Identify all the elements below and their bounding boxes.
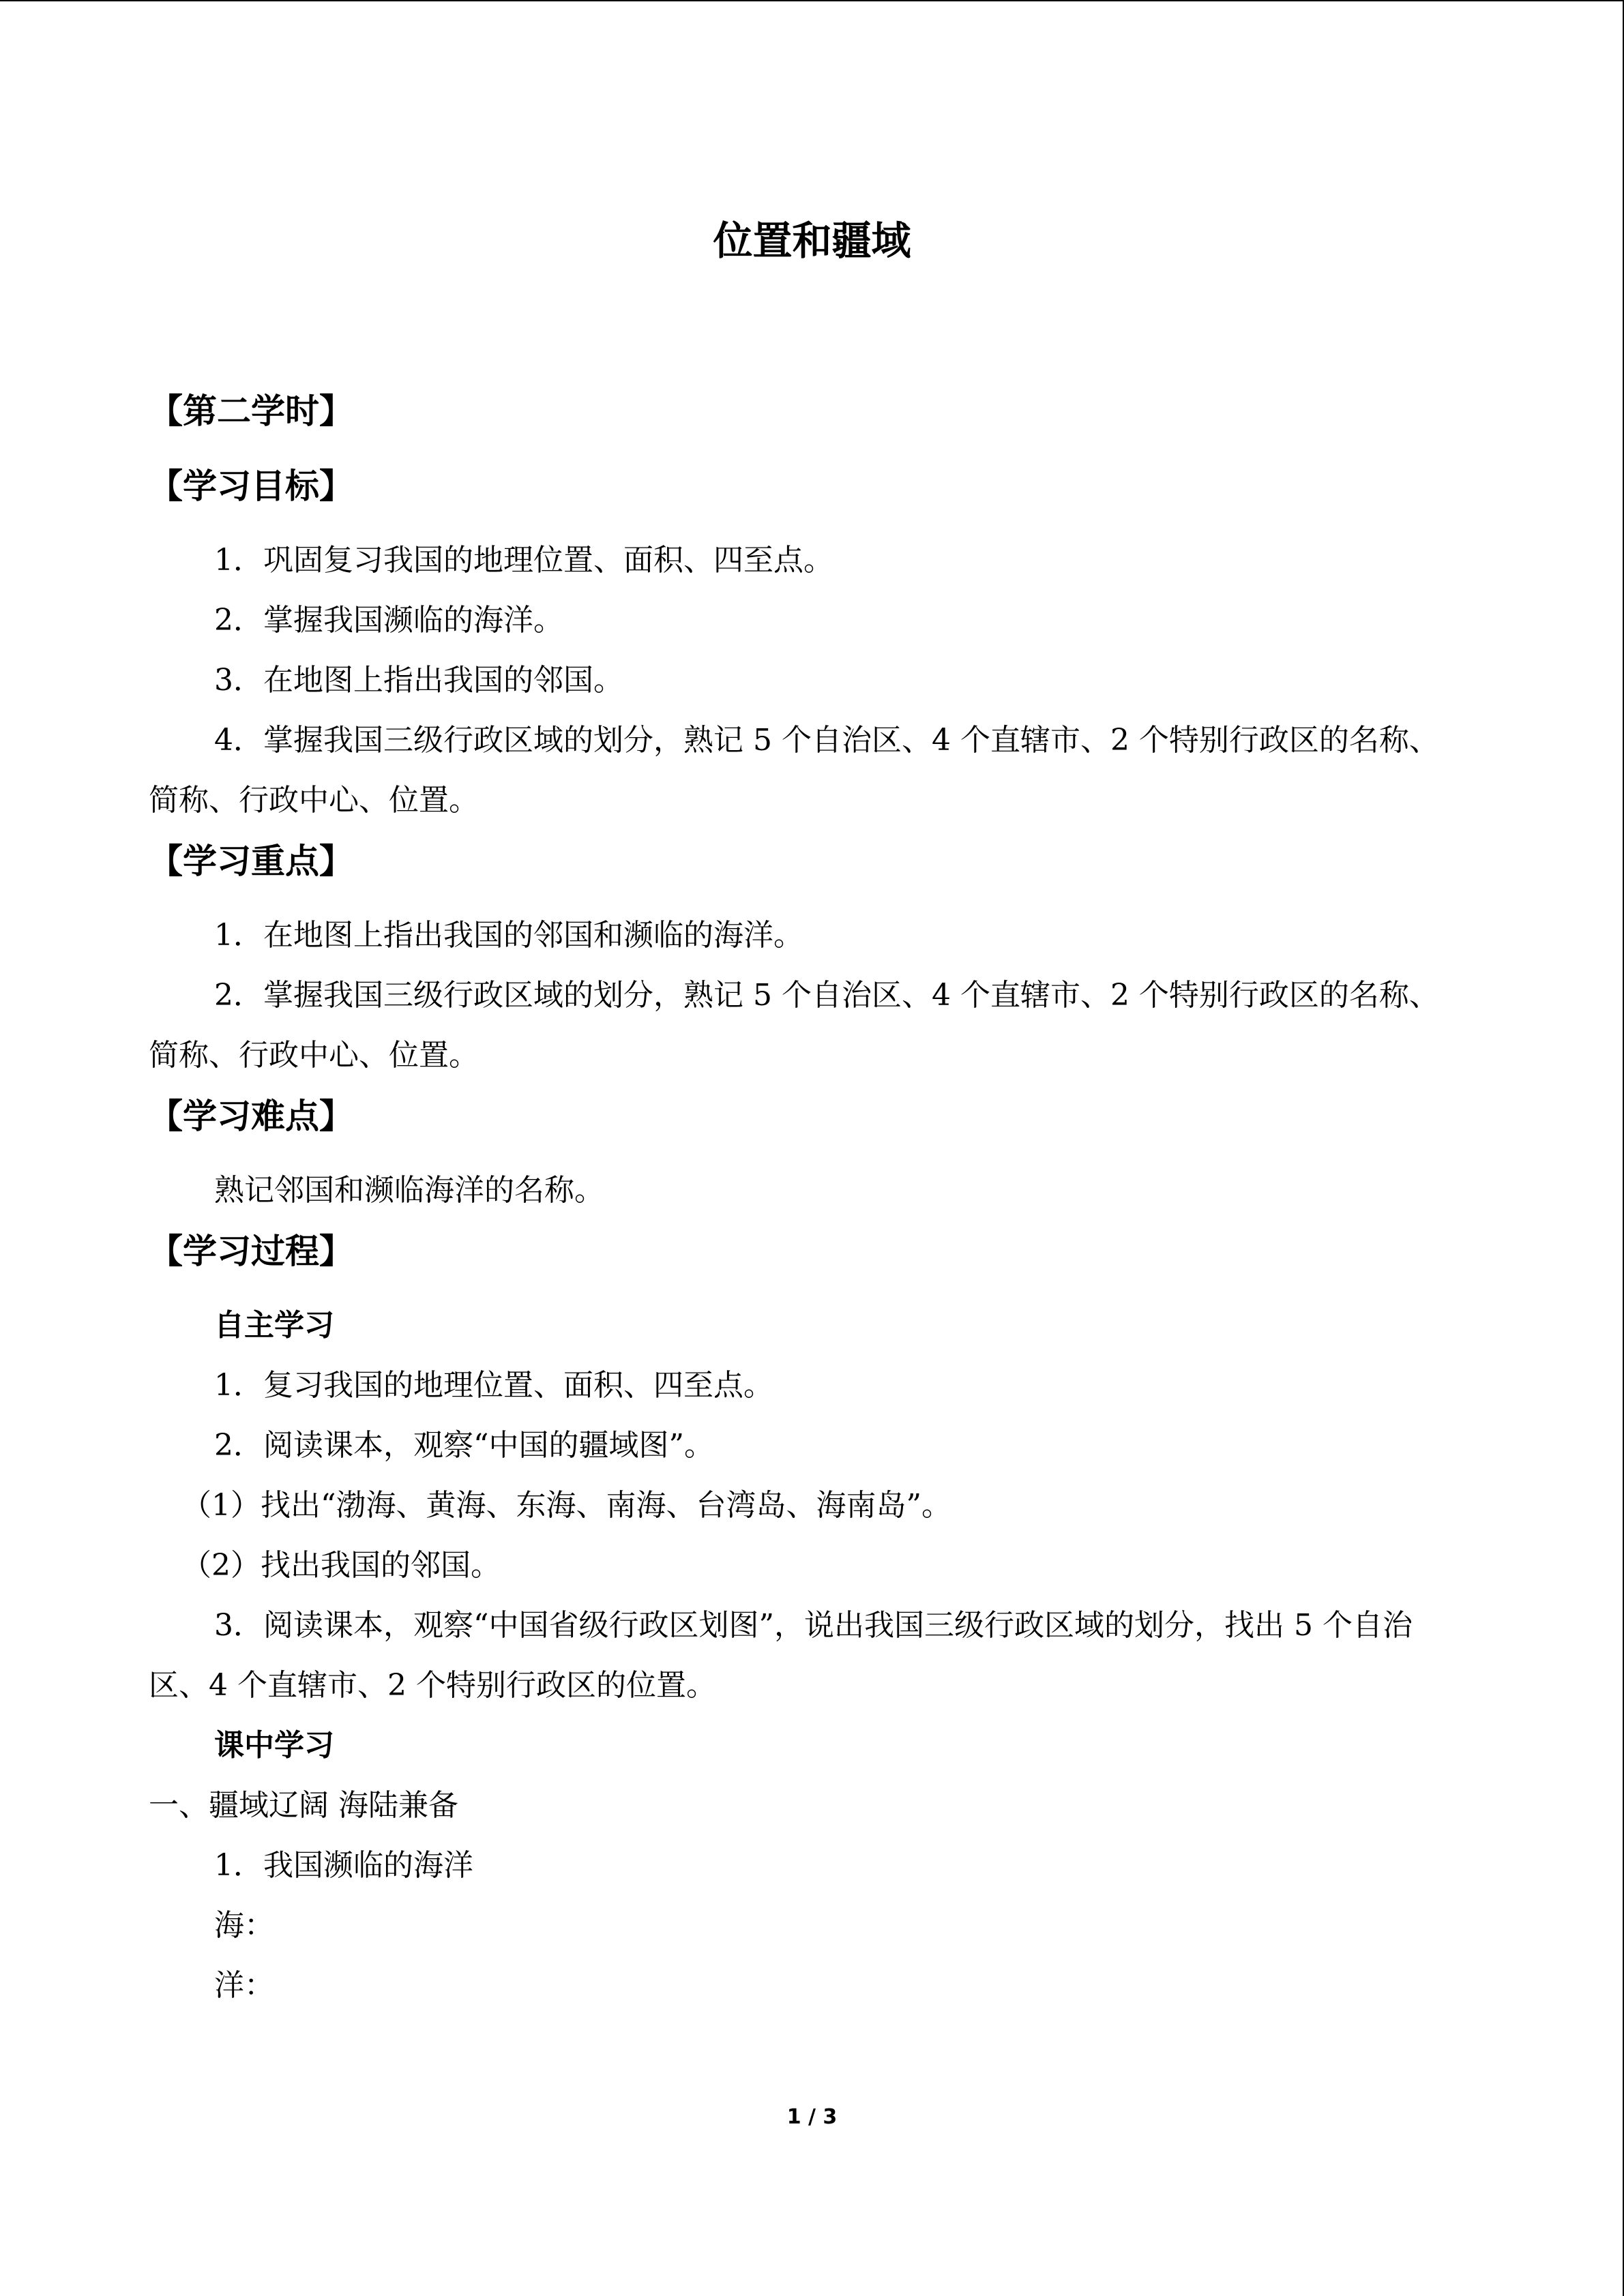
in-class-item: 洋： [214, 1968, 274, 2003]
document-title: 位置和疆域 [713, 218, 911, 264]
objective-item: 4．掌握我国三级行政区域的划分，熟记 5 个自治区、4 个直辖市、2 个特别行政区的名称、简称、行政中心、位置。 [149, 723, 1439, 818]
key-points-heading: 【学习重点】 [149, 841, 353, 881]
self-study-item: 1．复习我国的地理位置、面积、四至点。 [214, 1368, 773, 1403]
process-heading: 【学习过程】 [149, 1232, 353, 1271]
objective-item: 1．巩固复习我国的地理位置、面积、四至点。 [214, 543, 833, 578]
difficulty-item: 熟记邻国和濒临海洋的名称。 [214, 1173, 604, 1208]
key-point-item: 2．掌握我国三级行政区域的划分，熟记 5 个自治区、4 个直辖市、2 个特别行政区的名称、简称、行政中心、位置。 [149, 978, 1439, 1073]
self-study-subitem: （1）找出“渤海、黄海、东海、南海、台湾岛、海南岛”。 [181, 1488, 951, 1523]
self-study-item: 2．阅读课本，观察“中国的疆域图”。 [214, 1428, 714, 1463]
in-class-item: 海： [214, 1908, 274, 1943]
self-study-label: 自主学习 [214, 1308, 334, 1343]
in-class-item: 1．我国濒临的海洋 [214, 1848, 473, 1883]
self-study-item: 3．阅读课本，观察“中国省级行政区划图”，说出我国三级行政区域的划分，找出 5 个自治区、4 个直辖市、2 个特别行政区的位置。 [149, 1608, 1413, 1703]
top-border-line [0, 0, 1624, 1]
key-point-item: 1．在地图上指出我国的邻国和濒临的海洋。 [214, 918, 803, 953]
self-study-subitem: （2）找出我国的邻国。 [181, 1548, 501, 1583]
objectives-heading: 【学习目标】 [149, 466, 353, 506]
document-body [149, 381, 1458, 2016]
objective-item: 3．在地图上指出我国的邻国。 [214, 663, 623, 698]
difficulties-heading: 【学习难点】 [149, 1097, 353, 1136]
lesson-heading: 【第二学时】 [149, 391, 353, 431]
in-class-section-title: 一、疆域辽阔 海陆兼备 [149, 1788, 458, 1823]
in-class-label: 课中学习 [214, 1728, 334, 1763]
objective-item: 2．掌握我国濒临的海洋。 [214, 603, 563, 638]
page-number: 1 / 3 [786, 2105, 838, 2129]
